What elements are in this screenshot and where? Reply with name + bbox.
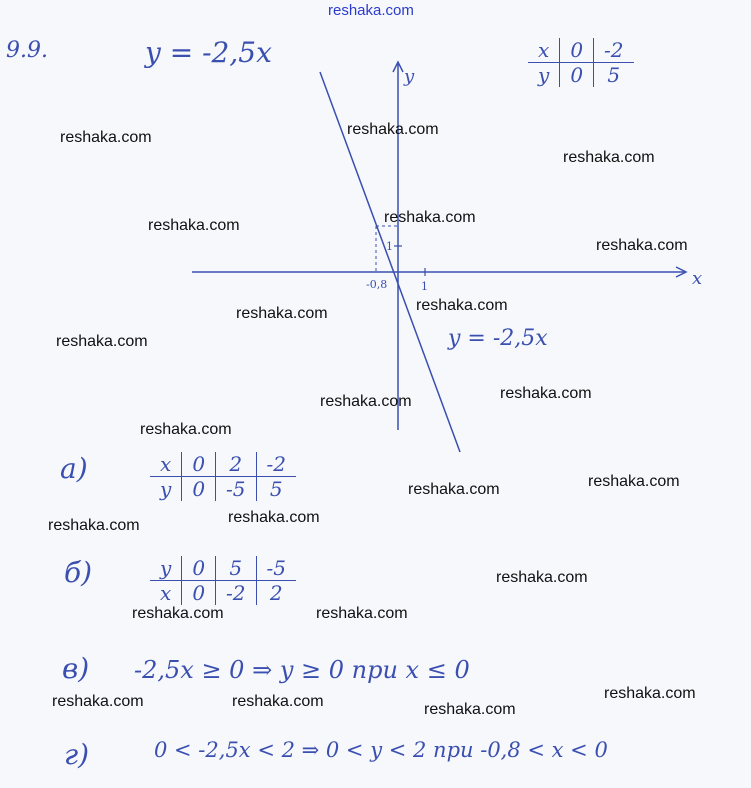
- part-a-r1-c1: 0: [182, 452, 216, 477]
- problem-function: y = -2,5x: [145, 36, 272, 69]
- part-a-r2-c2: -5: [216, 477, 256, 502]
- part-v-label: в): [62, 652, 90, 685]
- marker-label: -0,8: [366, 278, 388, 291]
- y-axis-label: y: [404, 66, 415, 87]
- part-a-label: а): [60, 452, 88, 485]
- watermark[interactable]: reshaka.com: [500, 385, 592, 402]
- value-table-x-2: -2: [594, 38, 634, 63]
- watermark[interactable]: reshaka.com: [416, 297, 508, 314]
- watermark[interactable]: reshaka.com: [232, 693, 324, 710]
- top-watermark[interactable]: reshaka.com: [328, 2, 414, 19]
- part-a-r1-c2: 2: [216, 452, 256, 477]
- value-table-y-header: y: [538, 63, 550, 87]
- part-b-r1-c3: -5: [256, 556, 296, 581]
- watermark[interactable]: reshaka.com: [588, 473, 680, 490]
- value-table-y-1: 0: [560, 63, 594, 88]
- part-a-r1-c0: x: [150, 452, 182, 477]
- value-table-x-header: x: [528, 38, 560, 63]
- part-b-r2-c2: -2: [216, 581, 256, 606]
- part-b-r1-c2: 5: [216, 556, 256, 581]
- part-a-r2-c3: 5: [256, 477, 296, 502]
- y-unit-label: 1: [386, 240, 393, 253]
- part-g-text: 0 < -2,5x < 2 ⇒ 0 < y < 2 при -0,8 < x < 0: [154, 738, 608, 762]
- watermark[interactable]: reshaka.com: [320, 393, 412, 410]
- watermark[interactable]: reshaka.com: [140, 421, 232, 438]
- part-b-r2-c0: x: [160, 581, 172, 605]
- part-b-r2-c3: 2: [256, 581, 296, 606]
- part-b-label: б): [64, 556, 93, 589]
- watermark[interactable]: reshaka.com: [60, 129, 152, 146]
- watermark[interactable]: reshaka.com: [148, 217, 240, 234]
- watermark[interactable]: reshaka.com: [563, 149, 655, 166]
- watermark[interactable]: reshaka.com: [228, 509, 320, 526]
- watermark[interactable]: reshaka.com: [48, 517, 140, 534]
- part-a-r2-c0: y: [160, 477, 172, 501]
- watermark[interactable]: reshaka.com: [132, 605, 224, 622]
- watermark[interactable]: reshaka.com: [347, 121, 439, 138]
- graph-line-label: y = -2,5x: [448, 326, 548, 351]
- problem-number: 9.9.: [6, 38, 48, 63]
- part-b-table: [150, 556, 296, 605]
- part-b-r1-c0: y: [150, 556, 182, 581]
- watermark[interactable]: reshaka.com: [316, 605, 408, 622]
- value-table-x-1: 0: [560, 38, 594, 63]
- part-a-r1-c3: -2: [256, 452, 296, 477]
- watermark[interactable]: reshaka.com: [236, 305, 328, 322]
- part-b-r1-c1: 0: [182, 556, 216, 581]
- part-v-text: -2,5x ≥ 0 ⇒ y ≥ 0 при x ≤ 0: [134, 656, 470, 684]
- watermark[interactable]: reshaka.com: [56, 333, 148, 350]
- watermark[interactable]: reshaka.com: [424, 701, 516, 718]
- value-table-y-2: 5: [594, 63, 634, 88]
- watermark[interactable]: reshaka.com: [496, 569, 588, 586]
- part-b-r2-c1: 0: [182, 581, 216, 606]
- x-unit-label: 1: [421, 280, 428, 293]
- watermark[interactable]: reshaka.com: [384, 209, 476, 226]
- part-a-r2-c1: 0: [182, 477, 216, 502]
- part-a-table: [150, 452, 296, 501]
- part-g-label: г): [64, 738, 90, 771]
- watermark[interactable]: reshaka.com: [604, 685, 696, 702]
- watermark[interactable]: reshaka.com: [52, 693, 144, 710]
- watermark[interactable]: reshaka.com: [596, 237, 688, 254]
- watermark[interactable]: reshaka.com: [408, 481, 500, 498]
- x-axis-label: x: [692, 268, 703, 289]
